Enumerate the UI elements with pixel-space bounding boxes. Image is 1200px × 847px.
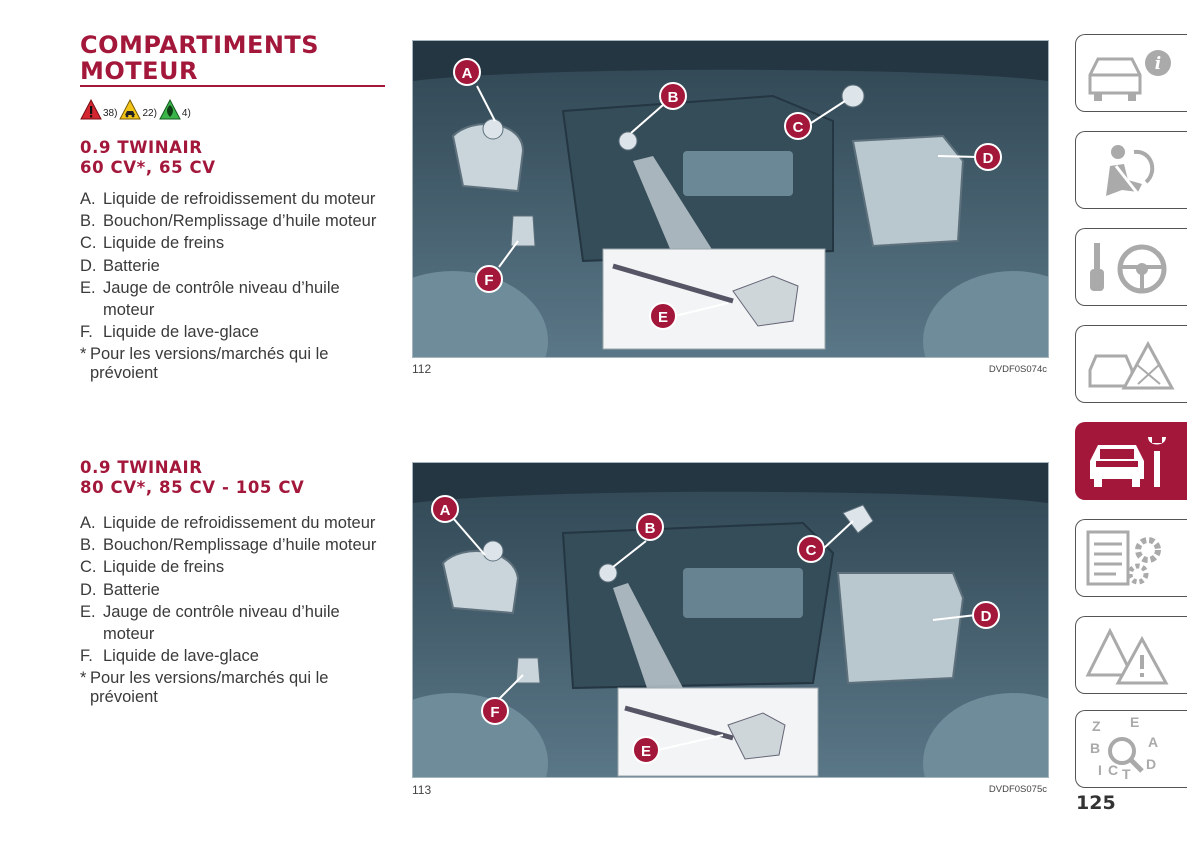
footnote-mark: * (80, 669, 87, 688)
list-item-text: Batterie (103, 580, 160, 599)
list-item (80, 277, 385, 321)
list-item-key: A. (80, 514, 96, 532)
tab-starting-driving[interactable] (1075, 228, 1187, 306)
section-heading-line-2: 60 CV*, 65 CV (80, 158, 216, 177)
car-wrench-icon (1076, 423, 1186, 499)
engine-bay-illustration (413, 41, 1048, 357)
caution-triangle-icon (119, 99, 141, 120)
list-item-key: E. (80, 278, 96, 297)
list-item (80, 556, 385, 578)
tab-safety[interactable] (1075, 131, 1187, 209)
page-number: 125 (1076, 792, 1116, 814)
list-item-text: Jauge de contrôle niveau d’huile moteur (103, 278, 340, 320)
list-item (80, 210, 385, 232)
callout-label: F (484, 272, 494, 289)
figure-code: DVDF0S074c (988, 364, 1047, 375)
section-heading-line-2: 80 CV*, 85 CV - 105 CV (80, 478, 305, 497)
warning-ref-number: 38) (103, 108, 118, 119)
list-item-key: F. (80, 647, 93, 666)
figure-113-callout-a (432, 496, 458, 522)
list-item (80, 232, 385, 254)
figure-112-callout-a (454, 59, 480, 85)
warning-ref-environment[interactable] (159, 99, 191, 120)
list-item-key: F. (80, 323, 93, 342)
section-heading-line-1: 0.9 TWINAIR (80, 138, 203, 157)
list-item-text: Liquide de freins (103, 234, 225, 253)
figure-112-callout-e (650, 303, 676, 329)
figure-number: 113 (412, 783, 432, 797)
figure-113-callout-f (482, 698, 508, 724)
index-letter: T (1122, 766, 1131, 782)
figure-113-callout-b (637, 514, 663, 540)
list-item-key: B. (80, 212, 96, 231)
list-item-key: A. (80, 190, 96, 208)
callout-label: B (644, 520, 656, 537)
index-letter: B (1090, 740, 1101, 756)
page-title (80, 32, 385, 84)
title-rule (80, 85, 385, 87)
callout-label: A (461, 65, 473, 82)
list-item-text: Liquide de refroidissement du moteur (103, 514, 376, 532)
list-item-key: B. (80, 536, 96, 555)
tab-warning-lights[interactable] (1075, 616, 1187, 694)
list-item-text: Jauge de contrôle niveau d’huile moteur (103, 602, 340, 644)
tab-index[interactable] (1075, 710, 1187, 788)
figure-113-engine-bay (412, 462, 1049, 778)
figure-number: 112 (412, 362, 432, 376)
figure-113-callout-c (798, 536, 824, 562)
component-list-60-65cv (80, 188, 385, 383)
section-heading-80-85-105cv (80, 458, 385, 498)
callout-label: C (805, 542, 817, 559)
list-item (80, 534, 385, 556)
list-item-text: Bouchon/Remplissage d’huile moteur (103, 212, 377, 231)
figure-112-callout-c (785, 113, 811, 139)
engine-bay-illustration (413, 463, 1048, 777)
callout-label: D (982, 150, 994, 167)
callout-label: E (640, 743, 652, 760)
footnote-mark: * (80, 345, 87, 364)
index-letter: C (1108, 762, 1119, 778)
alphabetical-index-icon (1076, 711, 1186, 787)
steering-wheel-key-icon (1076, 229, 1186, 305)
list-item-key: D. (80, 256, 97, 275)
index-letter: D (1146, 756, 1157, 772)
tab-emergency[interactable] (1075, 325, 1187, 403)
list-item-text: Liquide de freins (103, 558, 225, 577)
figure-112-callout-f (476, 266, 502, 292)
car-info-icon (1076, 35, 1186, 111)
index-letter: I (1098, 762, 1102, 778)
tab-maintenance[interactable] (1075, 422, 1187, 500)
specifications-gear-icon (1076, 520, 1186, 596)
list-item (80, 188, 385, 210)
callout-label: F (490, 704, 500, 721)
list-item-text: Liquide de lave-glace (103, 323, 259, 342)
callout-label: A (439, 502, 451, 519)
warning-triangles-icon (1076, 617, 1186, 693)
list-item (80, 255, 385, 277)
callout-label: C (792, 119, 804, 136)
danger-triangle-icon (80, 99, 102, 120)
list-item-text: Batterie (103, 256, 160, 275)
footnote (80, 345, 385, 383)
figure-112-engine-bay (412, 40, 1049, 358)
page-title-line-1: COMPARTIMENTS (80, 31, 320, 59)
figure-112-callout-b (660, 83, 686, 109)
list-item-text: Bouchon/Remplissage d’huile moteur (103, 536, 377, 555)
figure-112-callout-d (975, 144, 1001, 170)
page-title-line-2: MOTEUR (80, 57, 199, 85)
list-item-key: C. (80, 558, 97, 577)
callout-label: E (657, 309, 669, 326)
figure-113-callout-d (973, 602, 999, 628)
callout-label: B (667, 89, 679, 106)
warning-references (80, 94, 193, 120)
warning-ref-caution[interactable] (119, 99, 156, 120)
callout-label: D (980, 608, 992, 625)
environment-triangle-icon (159, 99, 181, 120)
tab-technical-data[interactable] (1075, 519, 1187, 597)
footnote-text: Pour les versions/marchés qui le prévoient (90, 345, 329, 383)
tab-car-info[interactable] (1075, 34, 1187, 112)
car-crash-warning-icon (1076, 326, 1186, 402)
section-heading-line-1: 0.9 TWINAIR (80, 458, 203, 477)
list-item-key: D. (80, 580, 97, 599)
warning-ref-danger[interactable] (80, 99, 117, 120)
list-item-key: C. (80, 234, 97, 253)
list-item (80, 321, 385, 343)
list-item-key: E. (80, 602, 96, 621)
figure-113-callout-e (633, 737, 659, 763)
list-item-text: Liquide de refroidissement du moteur (103, 190, 376, 208)
index-letter: A (1148, 734, 1159, 750)
seat-airbag-icon (1076, 132, 1186, 208)
list-item (80, 645, 385, 667)
list-item (80, 601, 385, 645)
footnote-text: Pour les versions/marchés qui le prévoient (90, 669, 329, 707)
index-letter: Z (1092, 718, 1101, 734)
list-item-text: Liquide de lave-glace (103, 647, 259, 666)
warning-ref-number: 4) (181, 108, 191, 119)
figure-code: DVDF0S075c (988, 784, 1047, 795)
component-list-80-85-105cv (80, 512, 385, 707)
warning-ref-number: 22) (142, 108, 157, 119)
index-letter: E (1130, 714, 1140, 730)
footnote (80, 669, 385, 707)
list-item (80, 512, 385, 534)
section-heading-60-65cv (80, 138, 385, 178)
list-item (80, 579, 385, 601)
svg-text:i: i (1154, 54, 1162, 74)
